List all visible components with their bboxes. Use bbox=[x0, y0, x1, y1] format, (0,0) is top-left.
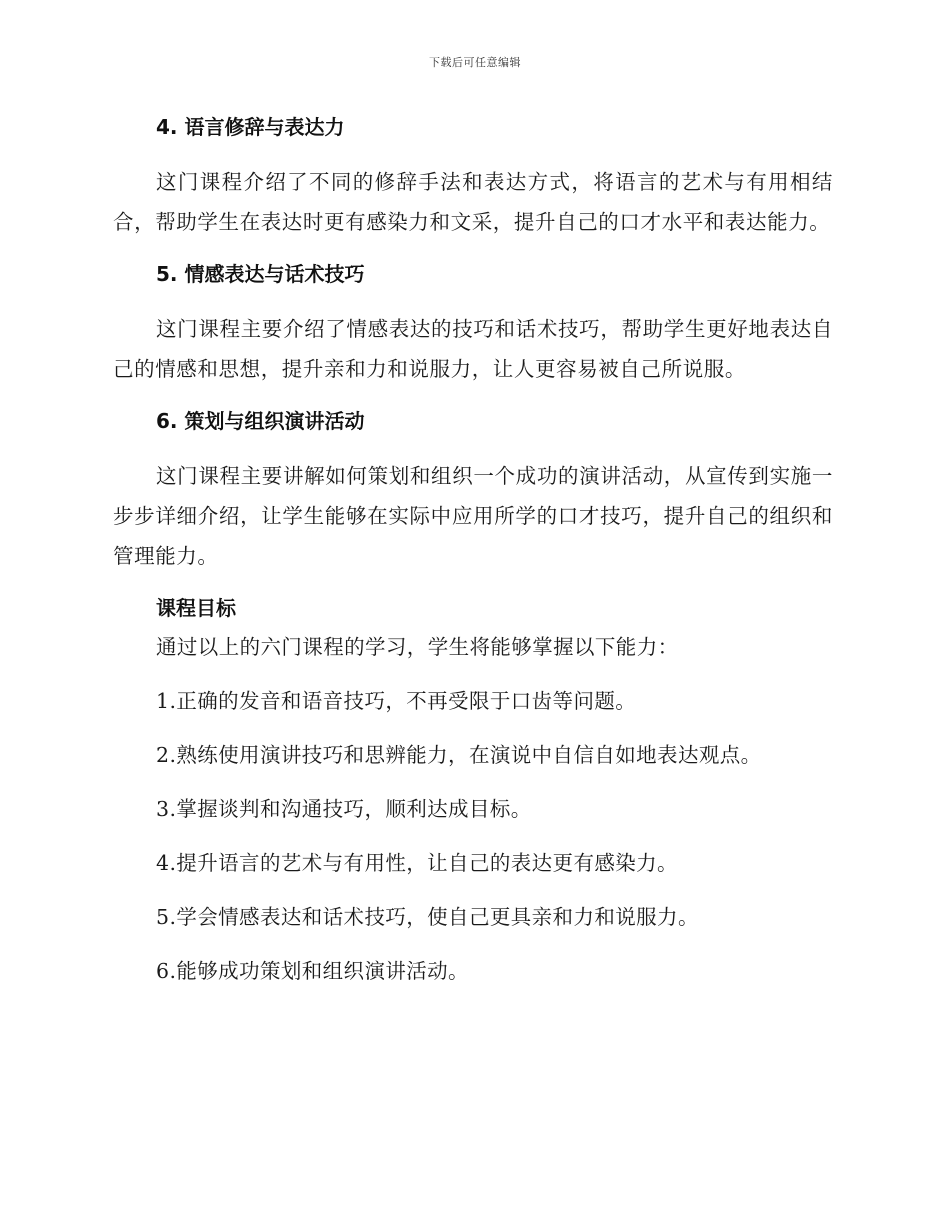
goal-item: 6.能够成功策划和组织演讲活动。 bbox=[156, 959, 469, 983]
section-body-5: 这门课程主要介绍了情感表达的技巧和话术技巧，帮助学生更好地表达自己的情感和思想，提升亲和力和说服力，让人更容易被自己所说服。 bbox=[113, 317, 833, 381]
section-body-6: 这门课程主要讲解如何策划和组织一个成功的演讲活动，从宣传到实施一步步详细介绍，让学生能够在实际中应用所学的口才技巧，提升自己的组织和管理能力。 bbox=[113, 464, 833, 568]
goal-item: 5.学会情感表达和话术技巧，使自己更具亲和力和说服力。 bbox=[156, 905, 699, 929]
section-heading-6: 6. 策划与组织演讲活动 bbox=[156, 409, 365, 433]
section-heading-4: 4. 语言修辞与表达力 bbox=[156, 115, 345, 139]
page-header: 下载后可任意编辑 bbox=[429, 56, 521, 69]
goal-item: 2.熟练使用演讲技巧和思辨能力，在演说中自信自如地表达观点。 bbox=[156, 743, 762, 767]
goals-heading: 课程目标 bbox=[156, 596, 236, 620]
goal-item: 1.正确的发音和语音技巧，不再受限于口齿等问题。 bbox=[156, 689, 637, 713]
section-heading-5: 5. 情感表达与话术技巧 bbox=[156, 262, 365, 286]
section-body-4: 这门课程介绍了不同的修辞手法和表达方式，将语言的艺术与有用相结合，帮助学生在表达时更有感染力和文采，提升自己的口才水平和表达能力。 bbox=[113, 170, 833, 234]
goal-item: 3.掌握谈判和沟通技巧，顺利达成目标。 bbox=[156, 797, 532, 821]
goal-item: 4.提升语言的艺术与有用性，让自己的表达更有感染力。 bbox=[156, 851, 678, 875]
goals-intro: 通过以上的六门课程的学习，学生将能够掌握以下能力： bbox=[156, 635, 679, 659]
document-body bbox=[113, 108, 833, 991]
